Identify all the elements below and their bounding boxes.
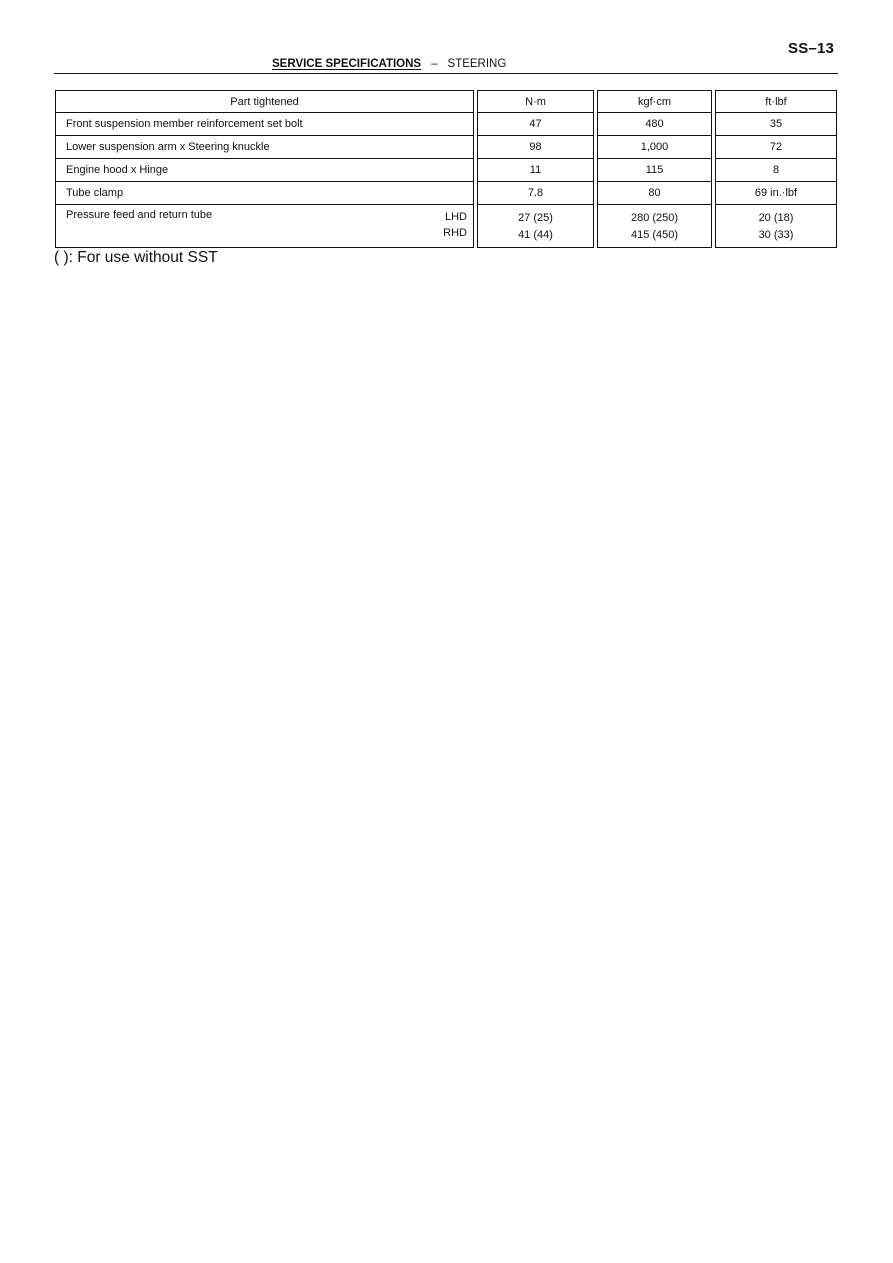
- value-ftlbf: 8: [716, 159, 837, 182]
- column-header-kgfcm: kgf·cm: [598, 91, 712, 113]
- table-row: [56, 182, 837, 205]
- part-cell: [56, 205, 474, 248]
- table-header-row: [56, 91, 837, 113]
- value-nm: 11: [478, 159, 594, 182]
- value-nm-cell: [478, 205, 594, 248]
- table-row: [56, 113, 837, 136]
- part-name: Engine hood x Hinge: [56, 159, 474, 182]
- page-header: [272, 58, 506, 70]
- header-separator: –: [431, 58, 438, 70]
- value-ftlbf: 35: [716, 113, 837, 136]
- value-nm-lhd: 27 (25): [518, 212, 553, 224]
- value-ftlbf-lhd: 20 (18): [758, 212, 794, 224]
- value-nm: 98: [478, 136, 594, 159]
- part-name: Tube clamp: [56, 182, 474, 205]
- value-kgfcm: 480: [598, 113, 712, 136]
- table-row: [56, 136, 837, 159]
- value-kgfcm: 80: [598, 182, 712, 205]
- value-kgfcm-rhd: 415 (450): [630, 229, 679, 241]
- value-ftlbf: 72: [716, 136, 837, 159]
- value-kgfcm-lhd: 280 (250): [630, 212, 679, 224]
- value-kgfcm-cell: [598, 205, 712, 248]
- drive-label-rhd: RHD: [443, 227, 467, 239]
- column-header-part: Part tightened: [56, 91, 474, 113]
- subsection-title: STEERING: [447, 58, 507, 70]
- value-ftlbf: 69 in.·lbf: [716, 182, 837, 205]
- drive-label-lhd: LHD: [444, 211, 467, 223]
- part-name: Lower suspension arm x Steering knuckle: [56, 136, 474, 159]
- column-header-ftlbf: ft·lbf: [716, 91, 837, 113]
- column-header-nm: N·m: [478, 91, 594, 113]
- footnote: ( ): For use without SST: [54, 249, 218, 266]
- value-nm: 47: [478, 113, 594, 136]
- value-kgfcm: 115: [598, 159, 712, 182]
- part-name: Pressure feed and return tube: [66, 209, 213, 221]
- table-row-split: [56, 205, 837, 248]
- value-nm-rhd: 41 (44): [518, 229, 553, 241]
- value-ftlbf-rhd: 30 (33): [758, 229, 794, 241]
- section-title: SERVICE SPECIFICATIONS: [272, 58, 422, 70]
- table-row: [56, 159, 837, 182]
- page-number: SS–13: [788, 40, 835, 57]
- torque-spec-table: [55, 90, 837, 248]
- value-nm: 7.8: [478, 182, 594, 205]
- header-rule: [54, 73, 838, 74]
- part-name: Front suspension member reinforcement set bolt: [56, 113, 474, 136]
- value-kgfcm: 1,000: [598, 136, 712, 159]
- value-ftlbf-cell: [716, 205, 837, 248]
